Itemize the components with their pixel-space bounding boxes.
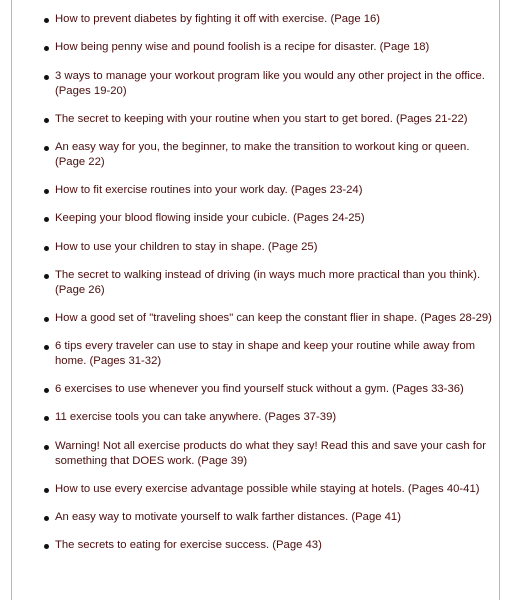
- bullet-icon: [44, 416, 49, 421]
- bullet-icon: [44, 345, 49, 350]
- list-item: [12, 183, 499, 198]
- bullet-icon: [44, 488, 49, 493]
- list-item-text: Warning! Not all exercise products do what they say! Read this and save your cash for something that DOES work. (Page 39): [55, 439, 486, 467]
- list-item: [12, 311, 499, 326]
- list-item-text: How to prevent diabetes by fighting it off with exercise. (Page 16): [55, 13, 381, 26]
- list-item-text: 11 exercise tools you can take anywhere. (Pages 37-39): [55, 411, 337, 424]
- list-item-text: 6 exercises to use whenever you find yourself stuck without a gym. (Pages 33-36): [55, 383, 464, 396]
- list-item: [12, 482, 499, 497]
- bullet-icon: [44, 388, 49, 393]
- list-item-text: An easy way to motivate yourself to walk farther distances. (Page 41): [55, 511, 401, 523]
- list-item: [12, 382, 499, 397]
- list-item-text: The secret to walking instead of driving (in ways much more practical than you think). (Page 26): [55, 268, 481, 296]
- bullet-icon: [44, 75, 49, 80]
- list-item: [12, 211, 499, 226]
- bullet-icon: [44, 516, 49, 521]
- list-item-text: How to fit exercise routines into your work day. (Pages 23-24): [55, 184, 363, 197]
- bullet-icon: [44, 146, 49, 151]
- list-item-text: The secrets to eating for exercise success. (Page 43): [55, 539, 322, 552]
- bullet-icon: [44, 445, 49, 450]
- bullet-icon: [44, 544, 49, 549]
- list-item: [12, 538, 499, 553]
- bullet-icon: [44, 246, 49, 251]
- list-item: [12, 12, 499, 27]
- list-item-text: 3 ways to manage your workout program like you would any other project in the office. (Pages 19-20): [55, 69, 485, 97]
- list-item: [12, 410, 499, 425]
- list-item: [12, 339, 499, 369]
- list-item-text: Keeping your blood flowing inside your cubicle. (Pages 24-25): [55, 212, 365, 225]
- list-item: [12, 268, 499, 298]
- list-item: [12, 510, 499, 525]
- list-item: [12, 69, 499, 99]
- list-item-text: An easy way for you, the beginner, to make the transition to workout king or queen. (Page 22): [55, 140, 470, 168]
- bullet-icon: [44, 189, 49, 194]
- list-item-text: 6 tips every traveler can use to stay in shape and keep your routine while away from home. (Pages 31-32): [55, 340, 476, 368]
- bullet-icon: [44, 317, 49, 322]
- list-item: [12, 439, 499, 469]
- list-item: [12, 40, 499, 55]
- bullet-icon: [44, 46, 49, 51]
- list-item: [12, 112, 499, 127]
- bullet-icon: [44, 18, 49, 23]
- list-item-text: The secret to keeping with your routine when you start to get bored. (Pages 21-22): [55, 112, 468, 125]
- list-item: [12, 240, 499, 255]
- list-item-text: How to use every exercise advantage possible while staying at hotels. (Pages 40-41): [55, 482, 480, 495]
- bullet-list: [12, 0, 499, 566]
- bullet-icon: [44, 217, 49, 222]
- content-frame: [11, 0, 500, 600]
- bullet-icon: [44, 274, 49, 279]
- list-item-text: How a good set of "traveling shoes" can keep the constant flier in shape. (Pages 28-29): [55, 311, 492, 324]
- list-item-text: How being penny wise and pound foolish is a recipe for disaster. (Page 18): [55, 41, 430, 54]
- bullet-icon: [44, 118, 49, 123]
- list-item: [12, 140, 499, 170]
- list-item-text: How to use your children to stay in shape. (Page 25): [55, 240, 318, 253]
